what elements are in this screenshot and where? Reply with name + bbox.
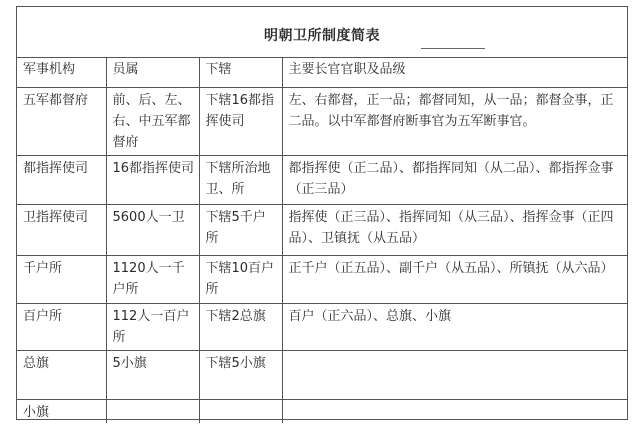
table-row <box>17 255 627 303</box>
cell-org: 五军都督府 <box>17 87 106 155</box>
cell-staff: 112人一百户所 <box>106 303 199 350</box>
cell-staff: 1120人一千户所 <box>106 255 199 303</box>
cell-staff: 前、后、左、右、中五军都督府 <box>106 87 199 155</box>
table-row <box>17 155 627 204</box>
table-title: 明朝卫所制度简表 <box>264 28 380 44</box>
cell-officials: 指挥使（正三品）、指挥同知（从三品）、指挥佥事（正四品）、卫镇抚（从五品） <box>282 204 627 255</box>
title-underline <box>421 48 485 49</box>
cell-org: 总旗 <box>17 350 106 399</box>
title-row <box>17 7 627 58</box>
cell-sub: 下辖2总旗 <box>199 303 282 350</box>
cell-staff <box>106 399 199 423</box>
cell-sub <box>199 399 282 423</box>
cell-org: 百户所 <box>17 303 106 350</box>
header-cell-org: 军事机构 <box>17 57 106 87</box>
cell-staff: 5600人一卫 <box>106 204 199 255</box>
header-cell-staff: 员属 <box>106 57 199 87</box>
header-row <box>17 57 627 87</box>
header-cell-sub: 下辖 <box>199 57 282 87</box>
cell-officials <box>282 350 627 399</box>
system-table <box>17 57 627 423</box>
cell-org: 小旗 <box>17 399 106 423</box>
cell-staff: 5小旗 <box>106 350 199 399</box>
cell-sub: 下辖10百户所 <box>199 255 282 303</box>
cell-officials: 百户（正六品）、总旗、小旗 <box>282 303 627 350</box>
table-row <box>17 350 627 399</box>
cell-org: 千户所 <box>17 255 106 303</box>
header-cell-officials: 主要长官官职及品级 <box>282 57 627 87</box>
table-row <box>17 399 627 423</box>
table-row <box>17 87 627 155</box>
table-frame <box>16 6 628 420</box>
cell-sub: 下辖5千户所 <box>199 204 282 255</box>
cell-staff: 16都指挥使司 <box>106 155 199 204</box>
cell-officials <box>282 399 627 423</box>
table-row <box>17 204 627 255</box>
cell-officials: 正千户（正五品）、副千户（从五品）、所镇抚（从六品） <box>282 255 627 303</box>
cell-sub: 下辖16都指挥使司 <box>199 87 282 155</box>
cell-officials: 都指挥使（正二品）、都指挥同知（从二品）、都指挥佥事（正三品） <box>282 155 627 204</box>
cell-org: 卫指挥使司 <box>17 204 106 255</box>
table-row <box>17 303 627 350</box>
cell-org: 都指挥使司 <box>17 155 106 204</box>
cell-sub: 下辖5小旗 <box>199 350 282 399</box>
cell-officials: 左、右都督，正一品；都督同知，从一品；都督佥事，正二品。以中军都督府断事官为五军断事官。 <box>282 87 627 155</box>
cell-sub: 下辖所治地卫、所 <box>199 155 282 204</box>
